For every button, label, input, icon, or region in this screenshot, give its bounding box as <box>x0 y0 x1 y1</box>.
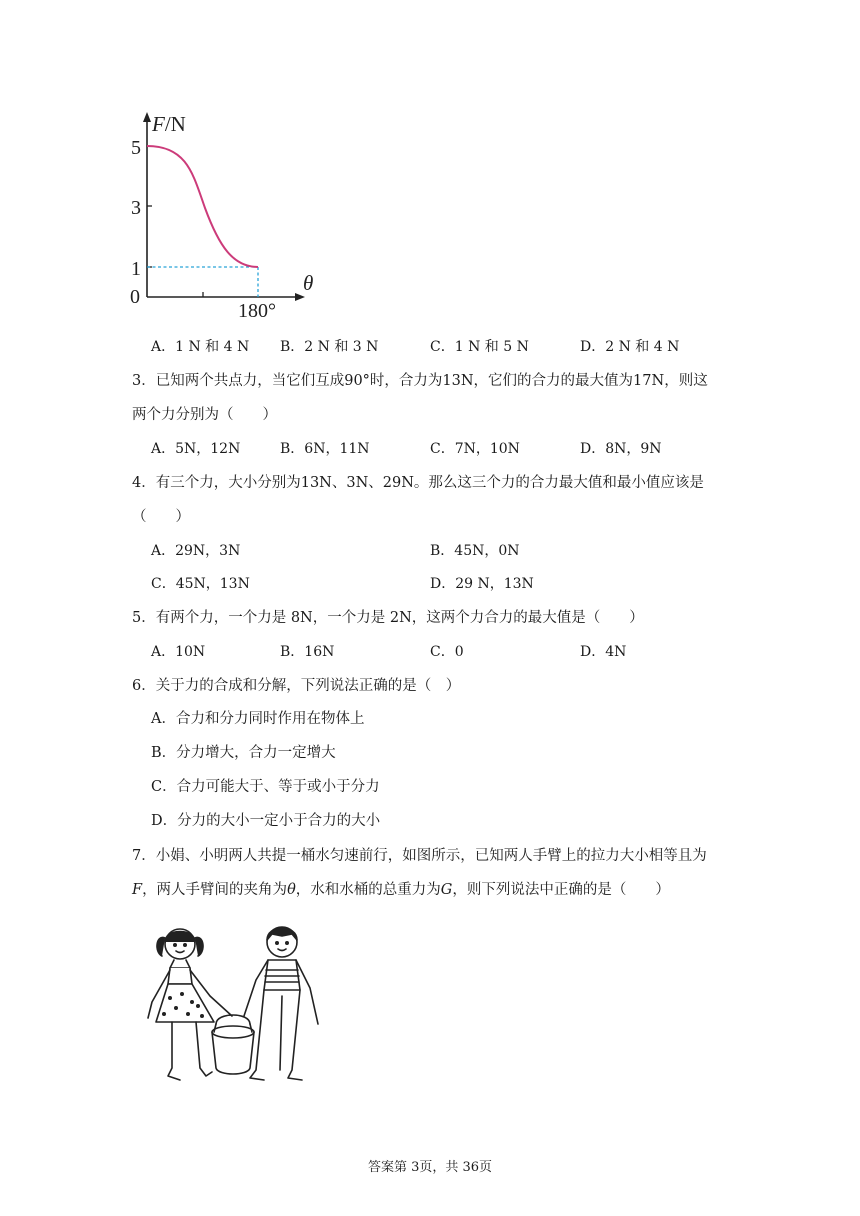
y-tick-3: 3 <box>131 197 141 219</box>
q3-option-c: C．7N，10N <box>430 441 520 457</box>
y-axis-arrow <box>143 112 151 122</box>
q3-options <box>0 439 860 459</box>
q2-option-b: B．2 N 和 3 N <box>280 339 379 355</box>
q4-option-b: B．45N，0N <box>430 543 520 559</box>
q4-options-row1 <box>0 541 860 561</box>
q5-option-b: B．16N <box>280 644 335 660</box>
q6-stem: 6．关于力的合成和分解，下列说法正确的是（ ） <box>132 678 461 694</box>
q3-option-a: A．5N，12N <box>151 441 241 457</box>
q5-options <box>0 642 860 662</box>
q3-stem-line2: 两个力分别为（ ） <box>132 407 277 423</box>
q4-options-row2 <box>0 574 860 594</box>
q4-stem-line1: 4．有三个力，大小分别为13N、3N、29N。那么这三个力的合力最大值和最小值应该是 <box>132 475 704 491</box>
q3-option-b: B．6N，11N <box>280 441 370 457</box>
y-tick-0: 0 <box>130 286 140 308</box>
page-footer: 答案第 3页，共 36页 <box>367 1160 493 1175</box>
boy-figure <box>244 927 318 1080</box>
q6-option-a: A．合力和分力同时作用在物体上 <box>151 711 365 727</box>
q3-stem-line1: 3．已知两个共点力，当它们互成90°时，合力为13N，它们的合力的最大值为17N，则这 <box>132 373 708 389</box>
q5-option-a: A．10N <box>151 644 206 660</box>
q2-options <box>0 337 860 357</box>
y-tick-1: 1 <box>131 258 141 280</box>
q5-stem: 5．有两个力，一个力是 8N，一个力是 2N，这两个力合力的最大值是（ ） <box>132 610 644 626</box>
q6-option-b: B．分力增大，合力一定增大 <box>151 745 336 761</box>
y-tick-5: 5 <box>131 137 141 159</box>
q7-stem-line2: F，两人手臂间的夹角为θ，水和水桶的总重力为G，则下列说法中正确的是（ ） <box>132 882 670 898</box>
children-carrying-bucket-illustration <box>132 920 332 1100</box>
x-tick-180: 180° <box>238 300 276 322</box>
q6-option-c: C．合力可能大于、等于或小于分力 <box>151 779 380 795</box>
q4-option-c: C．45N，13N <box>151 576 250 592</box>
force-curve <box>147 146 258 267</box>
q7-stem-line1: 7．小娟、小明两人共提一桶水匀速前行，如图所示，已知两人手臂上的拉力大小相等且为 <box>132 848 707 864</box>
q3-option-d: D．8N，9N <box>580 441 662 457</box>
water-bucket <box>212 1015 254 1074</box>
y-axis-label: F/N <box>152 112 186 136</box>
x-axis-label: θ <box>303 271 314 295</box>
q4-option-a: A．29N，3N <box>151 543 241 559</box>
q2-option-c: C．1 N 和 5 N <box>430 339 529 355</box>
q4-stem-line2: （ ） <box>132 509 190 525</box>
q2-option-a: A．1 N 和 4 N <box>151 339 250 355</box>
q6-option-d: D．分力的大小一定小于合力的大小 <box>151 813 381 829</box>
q2-option-d: D．2 N 和 4 N <box>580 339 680 355</box>
q5-option-c: C．0 <box>430 644 464 660</box>
q4-option-d: D．29 N，13N <box>430 576 534 592</box>
force-angle-graph <box>125 108 335 323</box>
q5-option-d: D．4N <box>580 644 627 660</box>
